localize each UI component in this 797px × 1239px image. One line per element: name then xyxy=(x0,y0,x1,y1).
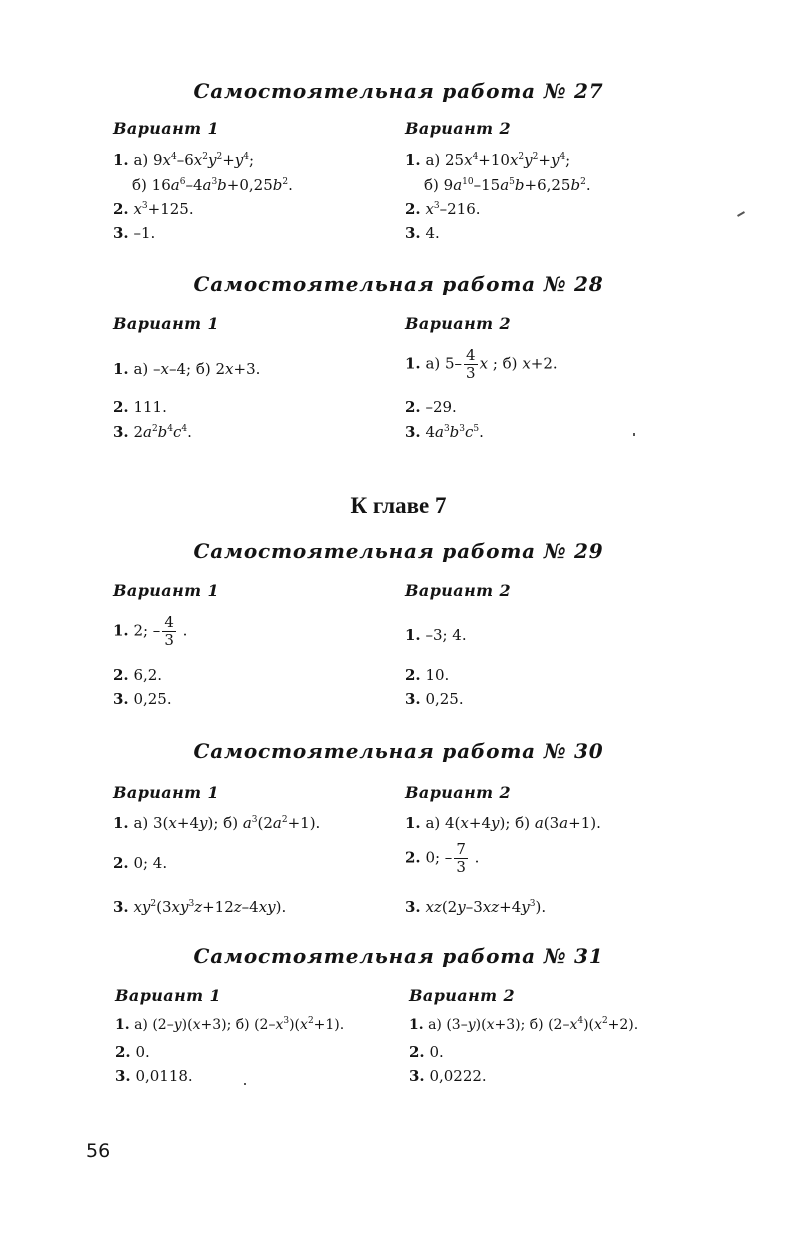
answer-line: 2. 111. xyxy=(113,398,167,416)
scan-speck xyxy=(633,433,635,436)
fraction: $\frac{7}{3}$ xyxy=(456,840,466,876)
answer-line: 3. 4. xyxy=(405,224,440,242)
answer-line: 1. а) (2–y)(x+3); б) $(2-x^3)(x^2+1)$. xyxy=(115,1016,345,1033)
answer-line: 2. 0. xyxy=(409,1043,444,1061)
scan-speck xyxy=(737,211,745,217)
variant-1-heading: Вариант 1 xyxy=(113,314,219,333)
answer-line: 2. 6,2. xyxy=(113,666,163,684)
answer-line: 2. $x^3-216$. xyxy=(405,200,481,218)
variant-2-heading: Вариант 2 xyxy=(405,783,511,802)
answer-line: 3. $xz(2y-3xz+4y^3)$. xyxy=(405,898,547,916)
fraction: $\frac{4}{3}$ xyxy=(466,346,476,382)
answer-line: 3. 0,0118. xyxy=(115,1067,193,1085)
section-title-30: Самостоятельная работа № 30 xyxy=(193,739,604,763)
answer-line: 1. а) $9x^4-6x^2y^2+y^4$; xyxy=(113,151,255,169)
answer-line: 3. $4a^3b^3c^5$. xyxy=(405,423,484,441)
answer-line: 1. а) 4(x+4y); б) a(3a+1). xyxy=(405,814,601,832)
answer-line: б) $16a^6-4a^3b+0,25b^2$. xyxy=(132,176,293,194)
answer-line: 1. а) 5– $\frac{4}{3}$ x ; б) x+2. xyxy=(405,346,558,382)
answer-line: 1. а) (3–y)(x+3); б) $(2-x^4)(x^2+2)$. xyxy=(409,1016,639,1033)
variant-1-heading: Вариант 1 xyxy=(115,986,221,1005)
variant-1-heading: Вариант 1 xyxy=(113,581,219,600)
section-title-28: Самостоятельная работа № 28 xyxy=(193,272,604,296)
fraction: $\frac{4}{3}$ xyxy=(164,613,174,649)
variant-2-heading: Вариант 2 xyxy=(405,119,511,138)
answer-line: 2. 0. xyxy=(115,1043,150,1061)
variant-2-heading: Вариант 2 xyxy=(405,314,511,333)
answer-line: б) $9a^{10}-15a^5b+6,25b^2$. xyxy=(424,176,591,194)
variant-2-heading: Вариант 2 xyxy=(405,581,511,600)
answer-line: 1. 2; – $\frac{4}{3}$ . xyxy=(113,613,188,649)
answer-line: 2. 10. xyxy=(405,666,450,684)
answer-line: 3. –1. xyxy=(113,224,156,242)
answer-line: 3. $xy^2(3xy^3z+12z-4xy)$. xyxy=(113,898,287,916)
answer-line: 2. –29. xyxy=(405,398,457,416)
answer-line: 3. $2a^2b^4c^4$. xyxy=(113,423,192,441)
answer-line: 2. $x^3+125$. xyxy=(113,200,194,218)
answer-line: 1. а) $25x^4+10x^2y^2+y^4$; xyxy=(405,151,571,169)
answer-line: 2. 0; 4. xyxy=(113,854,168,872)
variant-2-heading: Вариант 2 xyxy=(409,986,515,1005)
chapter-heading: К главе 7 xyxy=(350,493,447,518)
scan-speck xyxy=(244,1083,246,1085)
variant-1-heading: Вариант 1 xyxy=(113,783,219,802)
variant-1-heading: Вариант 1 xyxy=(113,119,219,138)
answer-line: 1. а) –x–4; б) 2x+3. xyxy=(113,360,261,378)
answer-line: 1. а) 3(x+4y); б) $a^3(2a^2+1)$. xyxy=(113,814,321,832)
section-title-29: Самостоятельная работа № 29 xyxy=(193,539,604,563)
answer-line: 3. 0,25. xyxy=(405,690,464,708)
answer-line: 3. 0,25. xyxy=(113,690,172,708)
answer-line: 3. 0,0222. xyxy=(409,1067,487,1085)
section-title-27: Самостоятельная работа № 27 xyxy=(193,79,604,103)
page-number: 56 xyxy=(86,1140,111,1162)
answer-line: 2. 0; – $\frac{7}{3}$ . xyxy=(405,840,480,876)
answer-line: 1. –3; 4. xyxy=(405,626,467,644)
section-title-31: Самостоятельная работа № 31 xyxy=(193,944,604,968)
